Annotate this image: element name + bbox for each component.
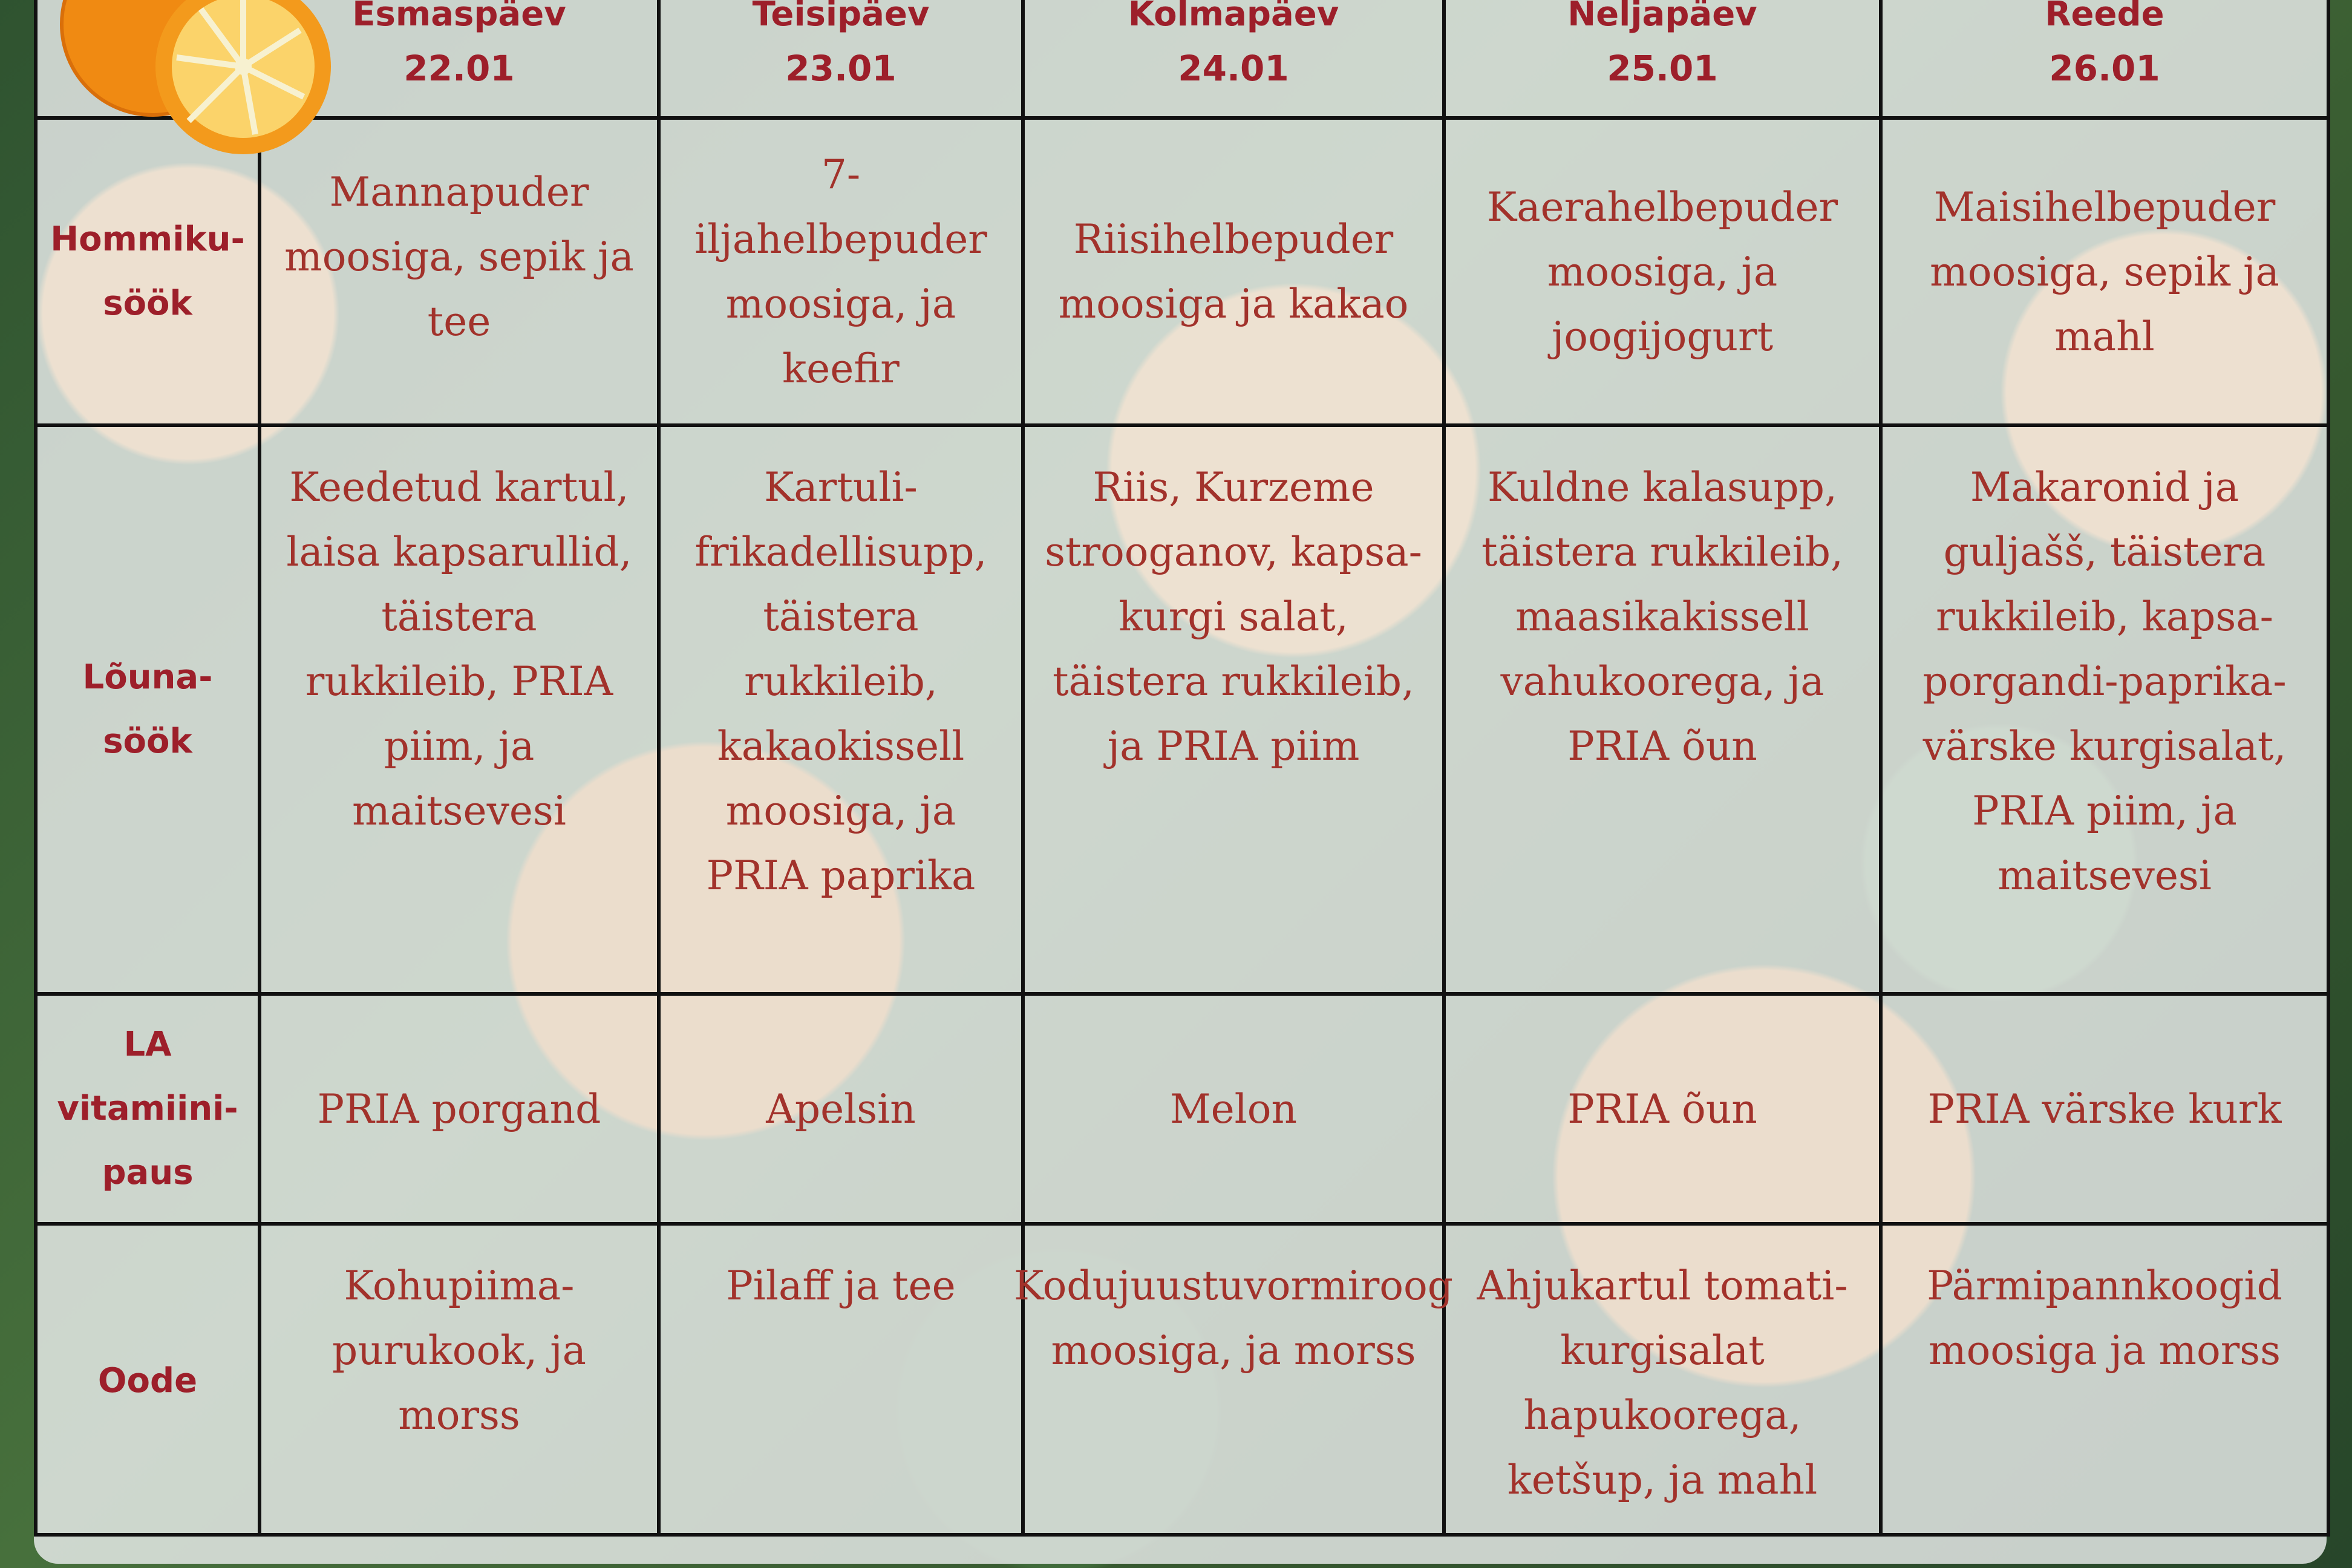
meal-cell: Apelsin <box>661 996 1025 1226</box>
meal-cell: Mannapuder moosiga, sepik ja tee <box>261 120 661 427</box>
row-label-snack: Oode <box>38 1226 261 1537</box>
corner-cell <box>38 0 261 120</box>
day-date: 22.01 <box>403 48 515 89</box>
day-name: Neljapäev <box>1567 0 1757 34</box>
meal-cell: PRIA värske kurk <box>1883 996 2330 1226</box>
meal-cell: 7-iljahelbepuder moosiga, ja keefir <box>661 120 1025 427</box>
day-name: Teisipäev <box>752 0 930 34</box>
meal-cell: Kohupiima-purukook, ja morss <box>261 1226 661 1537</box>
meal-cell: Kuldne kalasupp, täistera rukkileib, maasikakissell vahukoorega, ja PRIA õun <box>1446 427 1883 996</box>
day-date: 25.01 <box>1607 48 1718 89</box>
meal-cell: Kartuli-frikadellisupp, täistera rukkileib, kakaokissell moosiga, ja PRIA paprika <box>661 427 1025 996</box>
day-name: Reede <box>2045 0 2164 34</box>
meal-cell: Kodujuustuvormiroog moosiga, ja morss <box>1025 1226 1446 1537</box>
meal-cell: Ahjukartul tomati-kurgisalat hapukoorega, ketšup, ja mahl <box>1446 1226 1883 1537</box>
meal-cell: Keedetud kartul, laisa kapsarullid, täistera rukkileib, PRIA piim, ja maitsevesi <box>261 427 661 996</box>
meal-cell: Makaronid ja guljašš, täistera rukkileib, kapsa-porgandi-paprika-värske kurgisalat, PRIA piim, ja maitsevesi <box>1883 427 2330 996</box>
row-label-breakfast: Hommiku- söök <box>38 120 261 427</box>
meal-cell: Pilaff ja tee <box>661 1226 1025 1537</box>
meal-cell: Melon <box>1025 996 1446 1226</box>
day-date: 26.01 <box>2049 48 2160 89</box>
day-header <box>1025 0 1446 120</box>
day-date: 23.01 <box>785 48 897 89</box>
meal-cell: Riis, Kurzeme strooganov, kapsa-kurgi salat, täistera rukkileib, ja PRIA piim <box>1025 427 1446 996</box>
weekly-menu-table <box>34 0 2327 1537</box>
day-name: Kolmapäev <box>1128 0 1339 34</box>
day-header <box>1446 0 1883 120</box>
meal-cell: Pärmipannkoogid moosiga ja morss <box>1883 1226 2330 1537</box>
meal-cell: PRIA õun <box>1446 996 1883 1226</box>
day-name: Esmaspäev <box>352 0 566 34</box>
meal-cell: Kaerahelbepuder moosiga, ja joogijogurt <box>1446 120 1883 427</box>
meal-cell: PRIA porgand <box>261 996 661 1226</box>
row-label-vitamin-break: LA vitamiini- paus <box>38 996 261 1226</box>
day-date: 24.01 <box>1178 48 1289 89</box>
row-label-lunch: Lõuna- söök <box>38 427 261 996</box>
orange-icon <box>50 0 334 175</box>
meal-cell: Riisihelbepuder moosiga ja kakao <box>1025 120 1446 427</box>
day-header <box>661 0 1025 120</box>
day-header <box>1883 0 2330 120</box>
meal-cell: Maisihelbepuder moosiga, sepik ja mahl <box>1883 120 2330 427</box>
